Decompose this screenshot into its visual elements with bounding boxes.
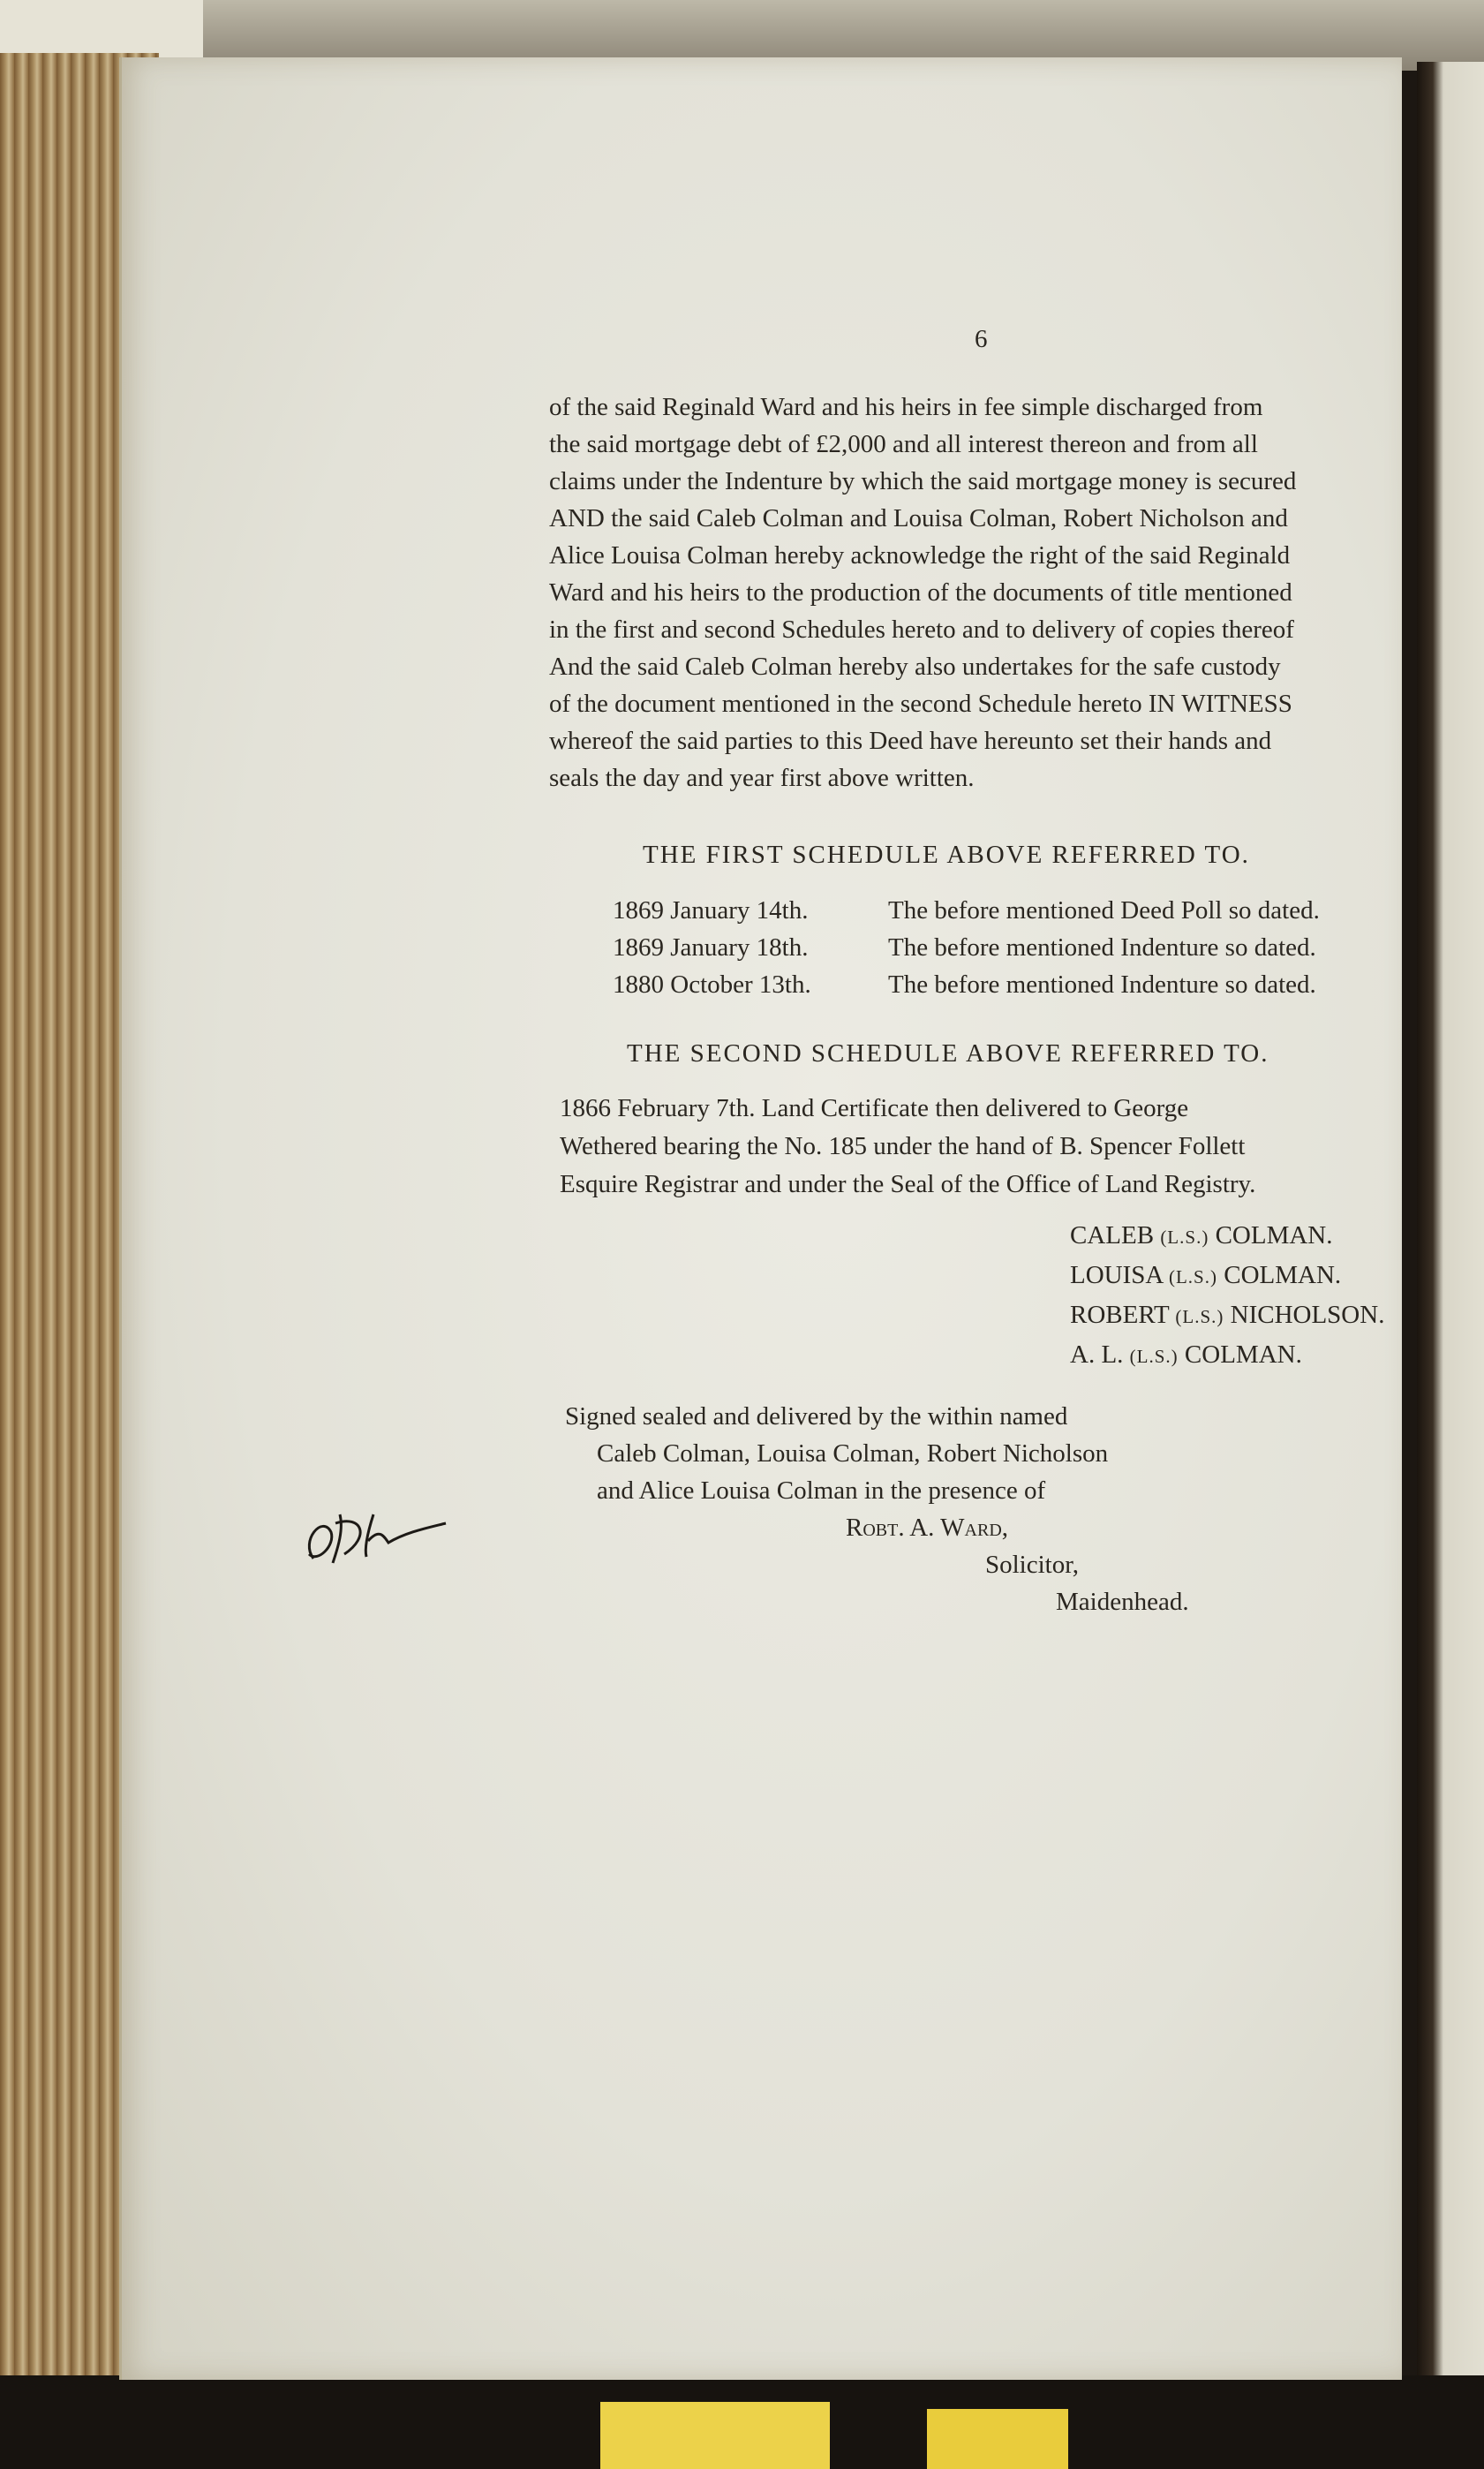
signature-line xyxy=(1070,1217,1384,1257)
schedule-row xyxy=(613,929,1320,966)
body-line: seals the day and year first above written. xyxy=(549,764,975,792)
first-schedule-list xyxy=(613,892,1320,1003)
signatory-last-name: COLMAN. xyxy=(1224,1261,1342,1289)
facing-page-edge xyxy=(1417,62,1484,2402)
schedule-row xyxy=(613,966,1320,1003)
second-schedule-text xyxy=(560,1090,1398,1204)
seal-mark: (L.S.) xyxy=(1129,1346,1179,1367)
signature-line xyxy=(1070,1257,1384,1296)
signature-line xyxy=(1070,1336,1384,1376)
body-line: in the first and second Schedules hereto and to delivery of copies thereof xyxy=(549,615,1294,644)
signatory-last-name: NICHOLSON. xyxy=(1230,1301,1385,1329)
attestation-line: and Alice Louisa Colman in the presence of xyxy=(597,1476,1046,1505)
attestation-line: Signed sealed and delivered by the within named xyxy=(565,1402,1068,1431)
schedule-text: The before mentioned Indenture so dated. xyxy=(888,970,1316,999)
witness-role: Solicitor, xyxy=(985,1551,1079,1579)
first-schedule-heading: THE FIRST SCHEDULE ABOVE REFERRED TO. xyxy=(643,841,1250,869)
paper-tab-2 xyxy=(927,2409,1068,2469)
signature-line xyxy=(1070,1296,1384,1336)
signature-block xyxy=(1070,1217,1384,1376)
signatory-first-name: LOUISA xyxy=(1070,1261,1163,1289)
schedule-row xyxy=(613,892,1320,929)
body-line: of the said Reginald Ward and his heirs in fee simple discharged from xyxy=(549,393,1263,421)
schedule-line: Esquire Registrar and under the Seal of the Office of Land Registry. xyxy=(560,1170,1256,1198)
seal-mark: (L.S.) xyxy=(1160,1227,1209,1248)
body-line: AND the said Caleb Colman and Louisa Colman, Robert Nicholson and xyxy=(549,504,1288,532)
attestation-clause xyxy=(565,1398,1189,1620)
schedule-text: The before mentioned Indenture so dated. xyxy=(888,933,1316,962)
body-line: whereof the said parties to this Deed have hereunto set their hands and xyxy=(549,727,1272,755)
body-line: claims under the Indenture by which the said mortgage money is secured xyxy=(549,467,1297,495)
schedule-date: 1869 January 14th. xyxy=(613,896,809,925)
schedule-date: 1880 October 13th. xyxy=(613,970,811,999)
schedule-line: Wethered bearing the No. 185 under the hand of B. Spencer Follett xyxy=(560,1132,1246,1160)
second-schedule-heading: THE SECOND SCHEDULE ABOVE REFERRED TO. xyxy=(627,1039,1269,1068)
page-number: 6 xyxy=(975,325,988,353)
body-line: And the said Caleb Colman hereby also undertakes for the safe custody xyxy=(549,653,1281,681)
body-line: the said mortgage debt of £2,000 and all interest thereon and from all xyxy=(549,430,1258,458)
attestation-line: Caleb Colman, Louisa Colman, Robert Nicholson xyxy=(597,1439,1109,1468)
schedule-date: 1869 January 18th. xyxy=(613,933,809,962)
witness-place: Maidenhead. xyxy=(1056,1588,1189,1616)
schedule-text: The before mentioned Deed Poll so dated. xyxy=(888,896,1320,925)
handwritten-initials-mark xyxy=(296,1488,455,1576)
deed-body-paragraph xyxy=(549,389,1397,797)
body-line: of the document mentioned in the second Schedule hereto IN WITNESS xyxy=(549,690,1292,718)
signatory-first-name: CALEB xyxy=(1070,1221,1155,1250)
signatory-last-name: COLMAN. xyxy=(1184,1340,1302,1369)
signatory-last-name: COLMAN. xyxy=(1215,1221,1333,1250)
signatory-first-name: A. L. xyxy=(1070,1340,1124,1369)
seal-mark: (L.S.) xyxy=(1168,1266,1217,1287)
paper-tab xyxy=(600,2402,830,2469)
body-line: Ward and his heirs to the production of the documents of title mentioned xyxy=(549,578,1292,607)
schedule-line: 1866 February 7th. Land Certificate then delivered to George xyxy=(560,1094,1189,1122)
seal-mark: (L.S.) xyxy=(1175,1306,1224,1327)
body-line: Alice Louisa Colman hereby acknowledge the right of the said Reginald xyxy=(549,541,1291,570)
signatory-first-name: ROBERT xyxy=(1070,1301,1170,1329)
witness-name: Robt. A. Ward, xyxy=(846,1514,1009,1542)
